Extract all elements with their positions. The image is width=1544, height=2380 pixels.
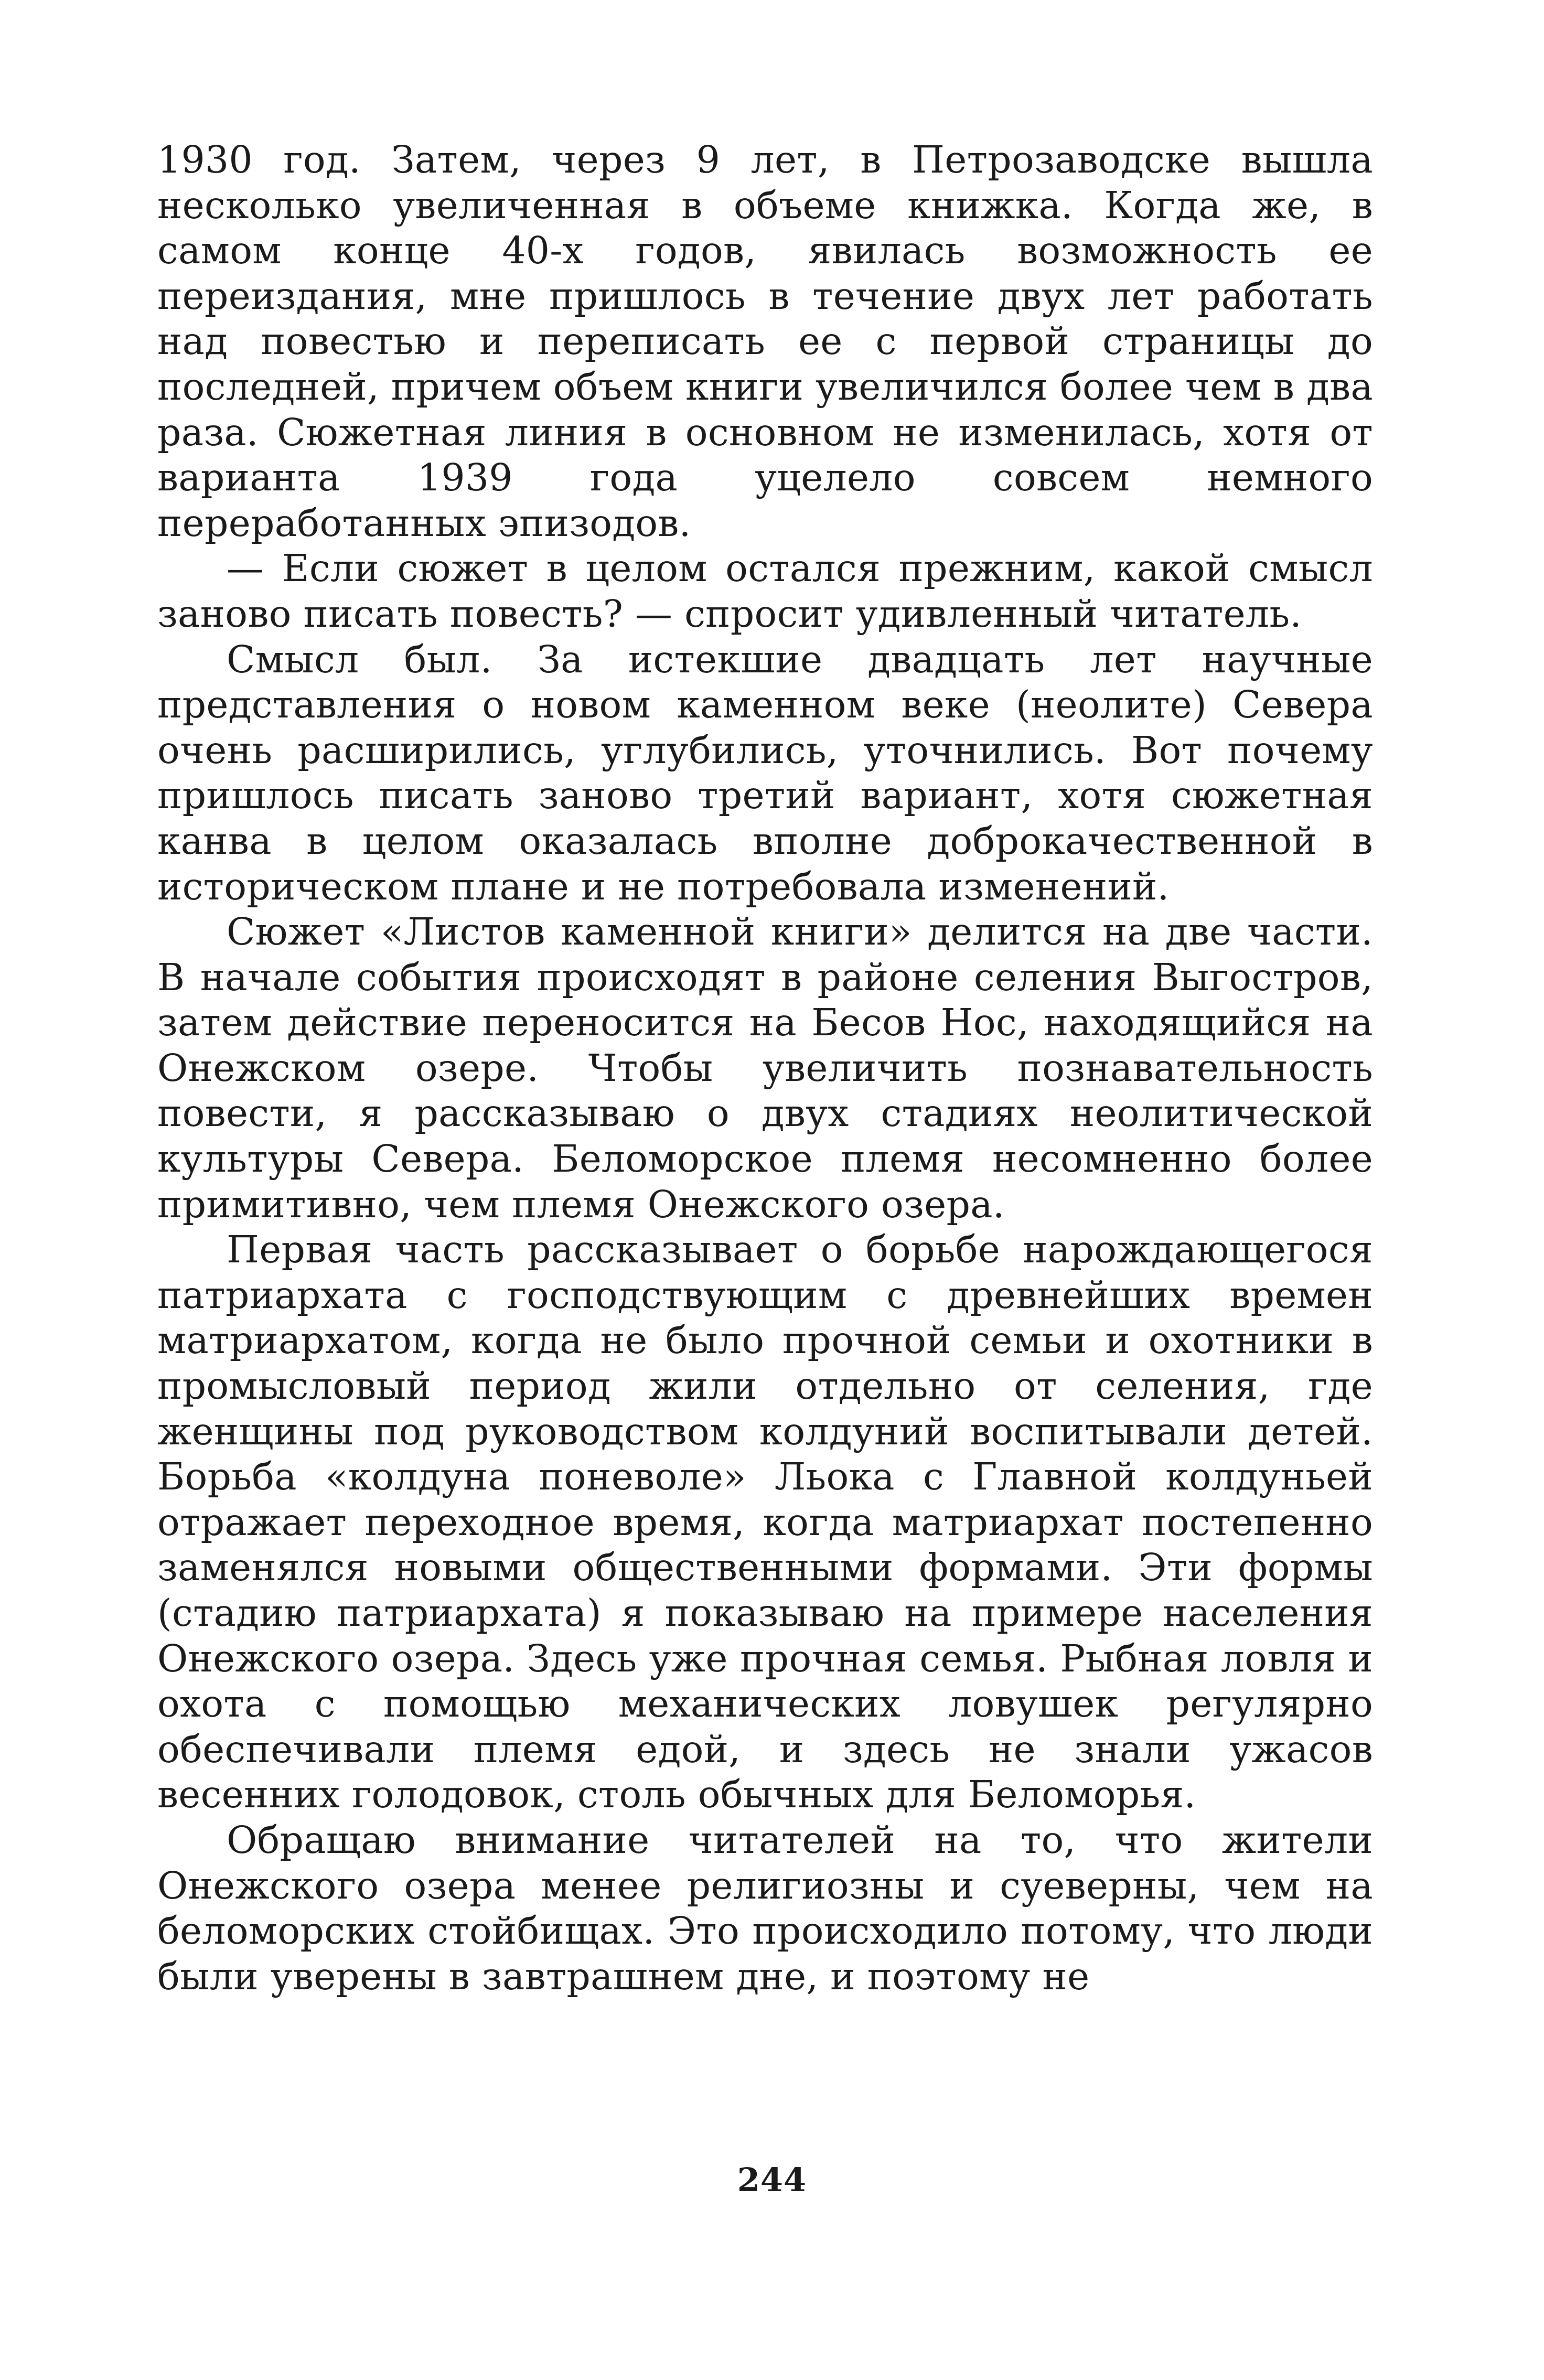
paragraph-5: Первая часть рассказывает о борьбе нарождающегося патриархата с господствующим с древнейших времен матриархатом, когда не было прочной семьи и охотники в промысловый период жили отдельно от селения, где женщины под руководством колдуний воспитывали детей. Борьба «колдуна поневоле» Льока с Главной колдуньей отражает переходное время, когда матриархат постепенно заменялся новыми общественными формами. Эти формы (стадию патриархата) я показываю на примере населения Онежского озера. Здесь уже прочная семья. Рыбная ловля и охота с помощью механических ловушек регулярно обеспечивали племя едой, и здесь не знали ужасов весенних голодовок, столь обычных для Беломорья. (157, 1228, 1373, 1817)
paragraph-2: — Если сюжет в целом остался прежним, какой смысл заново писать повесть? — спросит удивленный читатель. (157, 546, 1373, 636)
paragraph-3: Смысл был. За истекшие двадцать лет научные представления о новом каменном веке (неолите) Севера очень расширились, углубились, уточнились. Вот почему пришлось писать заново третий вариант, хотя сюжетная канва в целом оказалась вполне доброкачественной в историческом плане и не потребовала изменений. (157, 637, 1373, 908)
page-body (157, 137, 1373, 1999)
paragraph-1: 1930 год. Затем, через 9 лет, в Петрозаводске вышла несколько увеличенная в объеме книжка. Когда же, в самом конце 40-х годов, явилась возможность ее переиздания, мне пришлось в течение двух лет работать над повестью и переписать ее с первой страницы до последней, причем объем книги увеличился более чем в два раза. Сюжетная линия в основном не изменилась, хотя от варианта 1939 года уцелело совсем немного переработанных эпизодов. (157, 138, 1373, 545)
page-number: 244 (737, 2161, 807, 2199)
paragraph-4: Сюжет «Листов каменной книги» делится на две части. В начале события происходят в районе селения Выгостров, затем действие переносится на Бесов Нос, находящийся на Онежском озере. Чтобы увеличить познавательность повести, я рассказываю о двух стадиях неолитической культуры Севера. Беломорское племя несомненно более примитивно, чем племя Онежского озера. (157, 910, 1373, 1226)
paragraph-6: Обращаю внимание читателей на то, что жители Онежского озера менее религиозны и суеверны, чем на беломорских стойбищах. Это происходило потому, что люди были уверены в завтрашнем дне, и поэтому не (157, 1818, 1373, 1998)
